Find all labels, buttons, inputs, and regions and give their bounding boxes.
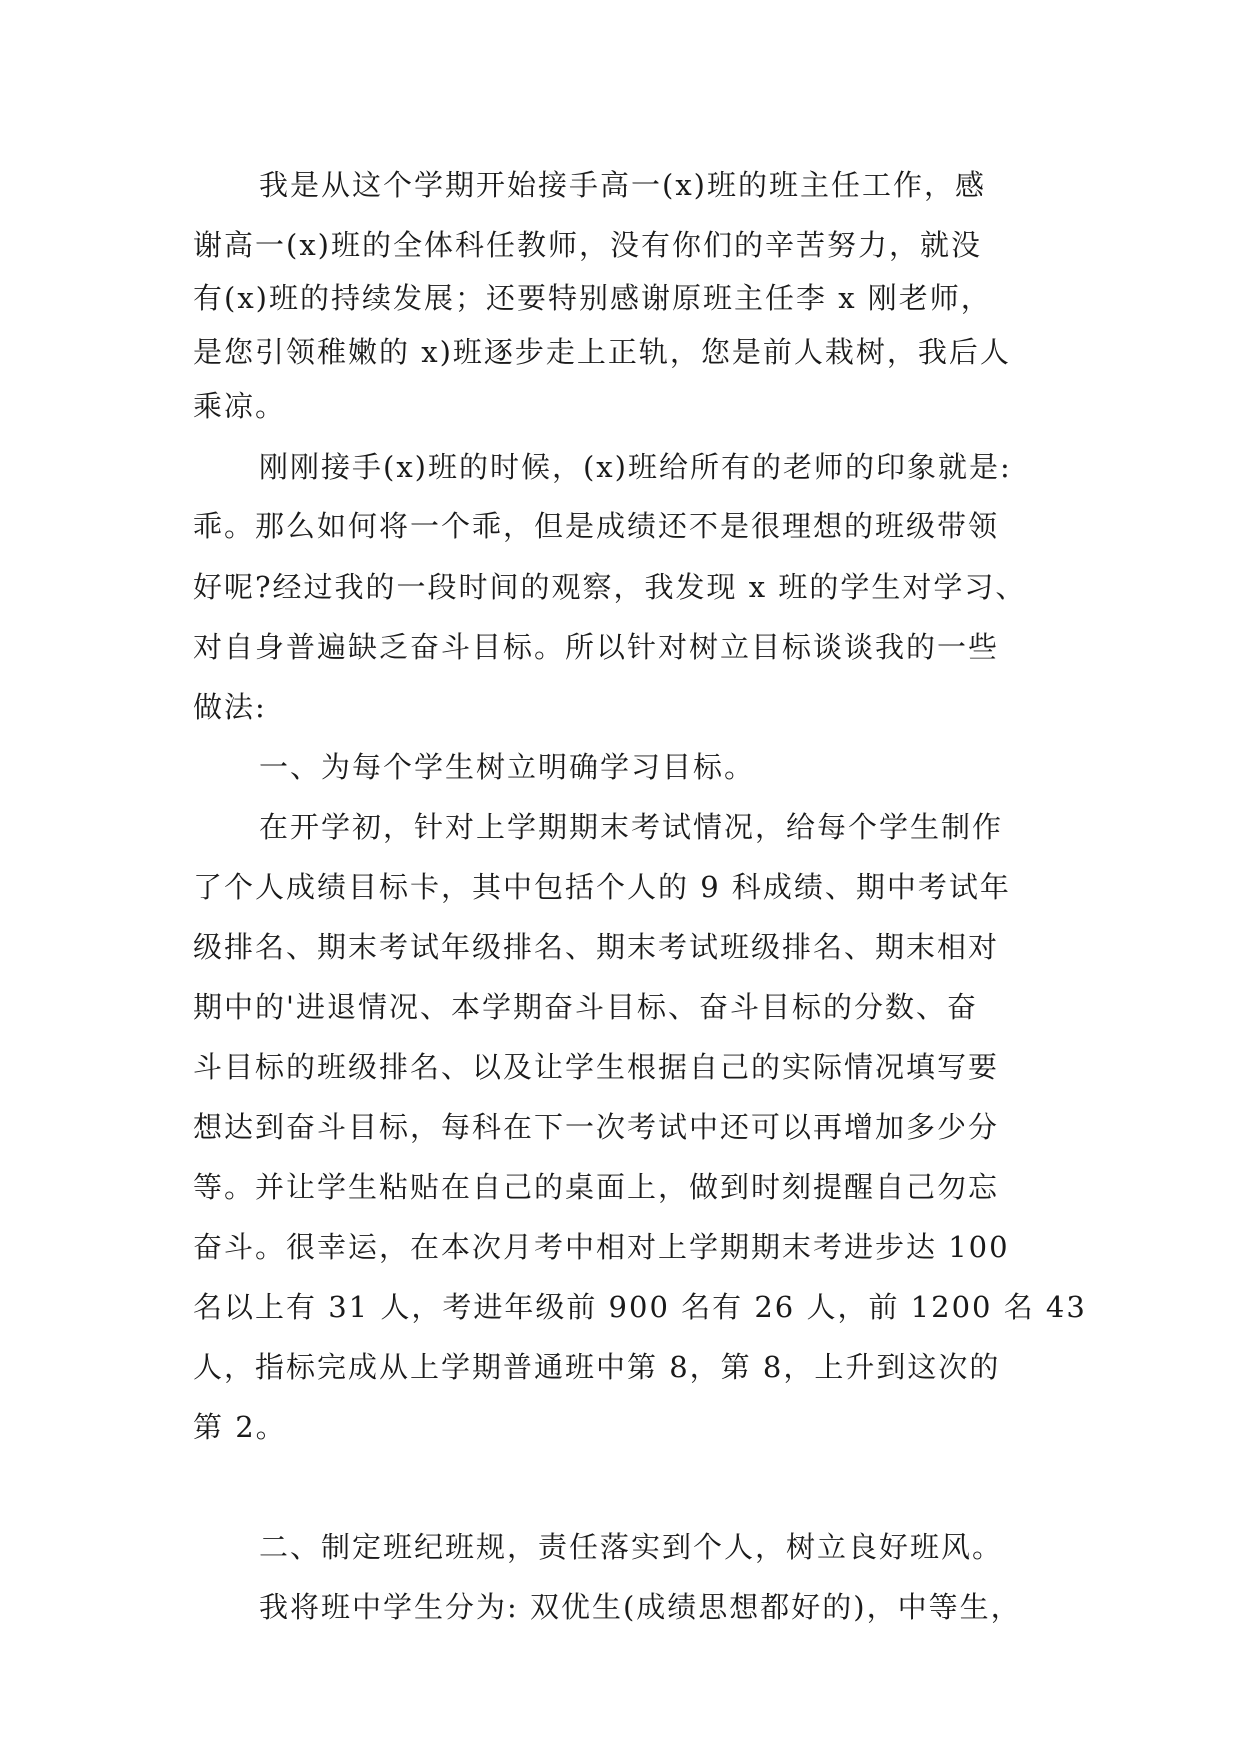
paragraph-1-line-4: 是您引领稚嫩的 x)班逐步走上正轨，您是前人栽树，我后人	[193, 335, 1011, 369]
paragraph-3-line-3: 级排名、期末考试年级排名、期末考试班级排名、期末相对	[193, 930, 1000, 964]
paragraph-3-line-1: 在开学初，针对上学期期末考试情况，给每个学生制作	[259, 810, 1004, 844]
paragraph-2-line-1: 刚刚接手(x)班的时候，(x)班给所有的老师的印象就是:	[259, 450, 1012, 484]
paragraph-2-line-5: 做法:	[193, 690, 267, 724]
paragraph-1-line-3: 有(x)班的持续发展；还要特别感谢原班主任李 x 刚老师，	[193, 281, 992, 315]
paragraph-2-line-4: 对自身普遍缺乏奋斗目标。所以针对树立目标谈谈我的一些	[193, 630, 1000, 664]
paragraph-3-line-2: 了个人成绩目标卡，其中包括个人的 9 科成绩、期中考试年	[193, 870, 1011, 904]
paragraph-3-line-7: 等。并让学生粘贴在自己的桌面上，做到时刻提醒自己勿忘	[193, 1170, 1000, 1204]
paragraph-3-line-4: 期中的'进退情况、本学期奋斗目标、奋斗目标的分数、奋	[193, 990, 978, 1024]
paragraph-2-line-3: 好呢?经过我的一段时间的观察，我发现 x 班的学生对学习、	[193, 570, 1027, 604]
paragraph-1-line-1: 我是从这个学期开始接手高一(x)班的班主任工作，感	[259, 168, 986, 202]
paragraph-1-line-5: 乘凉。	[193, 389, 287, 423]
paragraph-3-line-8: 奋斗。很幸运，在本次月考中相对上学期期末考进步达 100	[193, 1230, 1010, 1264]
paragraph-3-line-11: 第 2。	[193, 1410, 287, 1444]
paragraph-1-line-2: 谢高一(x)班的全体科任教师，没有你们的辛苦努力，就没	[193, 228, 982, 262]
paragraph-3-line-10: 人，指标完成从上学期普通班中第 8，第 8，上升到这次的	[193, 1350, 1001, 1384]
paragraph-3-line-9: 名以上有 31 人，考进年级前 900 名有 26 人，前 1200 名 43	[193, 1290, 1087, 1324]
section-heading-2: 二、制定班纪班规，责任落实到个人，树立良好班风。	[259, 1530, 1004, 1564]
paragraph-2-line-2: 乖。那么如何将一个乖，但是成绩还不是很理想的班级带领	[193, 509, 1000, 543]
section-heading-1: 一、为每个学生树立明确学习目标。	[259, 750, 756, 784]
paragraph-3-line-5: 斗目标的班级排名、以及让学生根据自己的实际情况填写要	[193, 1050, 1000, 1084]
paragraph-4-line-1: 我将班中学生分为: 双优生(成绩思想都好的)，中等生，	[259, 1590, 1022, 1624]
paragraph-3-line-12	[193, 1457, 1053, 1517]
paragraph-3-line-6: 想达到奋斗目标，每科在下一次考试中还可以再增加多少分	[193, 1110, 1000, 1144]
